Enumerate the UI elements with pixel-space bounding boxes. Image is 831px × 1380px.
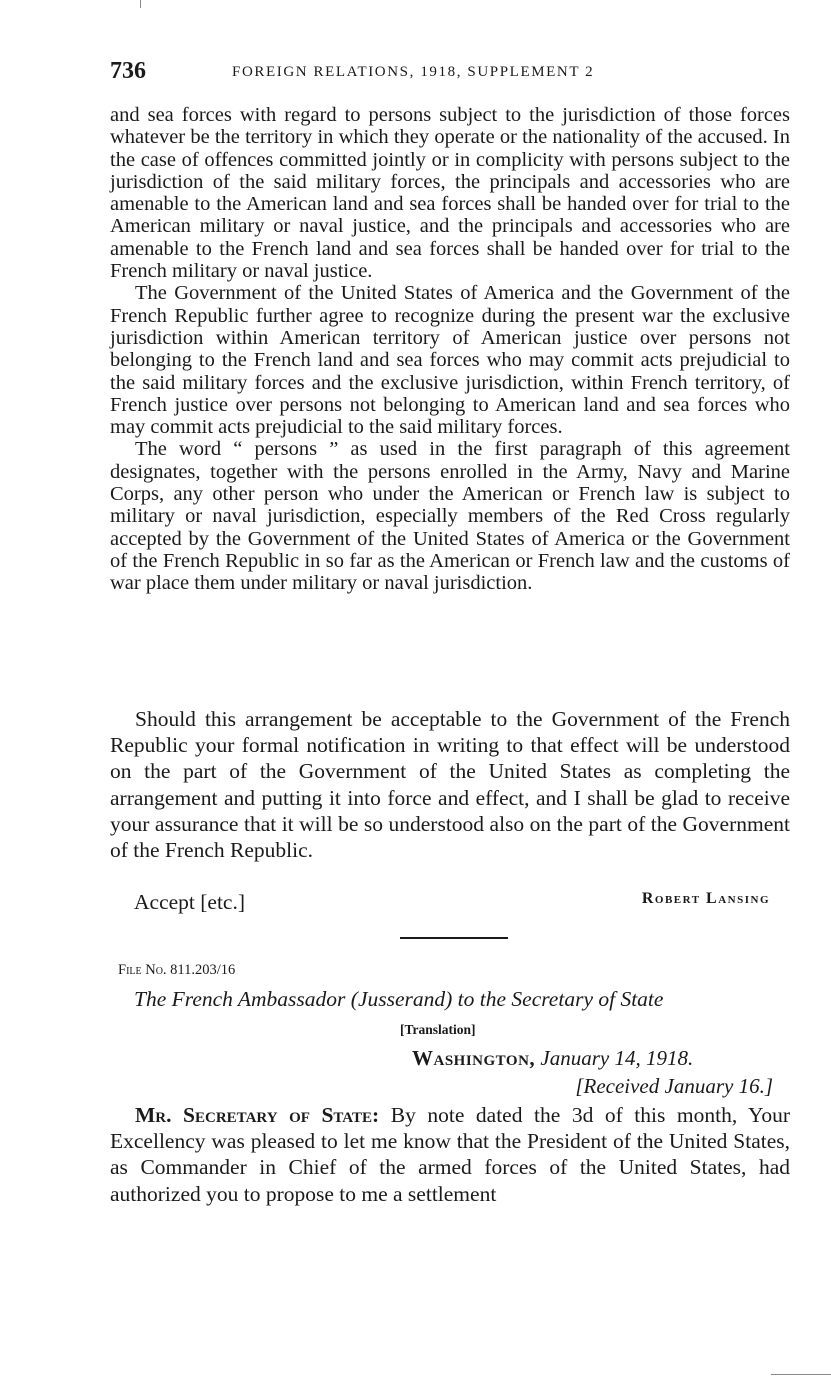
- paragraph-acceptance: Should this arrangement be acceptable to the Government of the French Republic your formal notification in writing to that effect will be understood on the part of the Government of the United States as completing the arrangement and putting it into force and effect, and I shall be glad to receive your assurance that it will be so understood also on the part of the Government of the French Republic.: [110, 707, 790, 863]
- opening-text: By note dated the 3d of this month, Your Excellency was pleased to let me know that the President of the United States, as Commander in Chief of the armed forces of the United States, had authorized you to propose to me a settlement: [110, 1103, 791, 1206]
- paragraph-opening: [110, 1102, 790, 1207]
- closing-formula: Accept [etc.]: [134, 890, 246, 914]
- section-divider: [400, 937, 508, 939]
- body-text-large: [110, 706, 790, 863]
- scan-edge-line: [771, 1374, 831, 1375]
- dateline-date: January 14, 1918.: [540, 1046, 694, 1070]
- letter-opening: [110, 1102, 790, 1207]
- body-text-small: [110, 104, 790, 595]
- dateline: [412, 1046, 693, 1071]
- dateline-place: Washington,: [412, 1046, 536, 1070]
- received-date: [Received January 16.]: [575, 1074, 773, 1098]
- paragraph-persons-definition: The word “ persons ” as used in the first paragraph of this agreement designates, together with the persons enrolled in the Army, Navy and Marine Corps, any other person who under the American or French law is subject to military or naval jurisdiction, especially members of the Red Cross regularly accepted by the Government of the United States of America or the Government of the French Republic in so far as the American or French law and the customs of war place them under military or naval jurisdiction.: [110, 438, 790, 595]
- file-number: File No. 811.203/16: [118, 962, 236, 978]
- paragraph-jurisdiction: The Government of the United States of America and the Government of the French Republic further agree to recognize during the present war the exclusive jurisdiction within American territory of American justice over persons not belonging to the French land and sea forces who may commit acts prejudicial to the said military forces and the exclusive jurisdiction, within French territory, of French justice over persons not belonging to American land and sea forces who may commit acts prejudicial to the said military forces.: [110, 282, 790, 439]
- page-number: 736: [110, 58, 146, 84]
- signature: Robert Lansing: [641, 890, 770, 907]
- scan-edge-mark: [140, 0, 141, 8]
- document-title: The French Ambassador (Jusserand) to the Secretary of State: [134, 987, 664, 1011]
- running-head: FOREIGN RELATIONS, 1918, SUPPLEMENT 2: [232, 64, 595, 80]
- page-header: [110, 58, 790, 88]
- translation-note: [Translation]: [400, 1022, 476, 1037]
- salutation: Mr. Secretary of State:: [135, 1103, 380, 1127]
- paragraph-continued: and sea forces with regard to persons subject to the jurisdiction of those forces whatever be the territory in which they operate or the nationality of the accused. In the case of offences committed jointly or in complicity with persons subject to the jurisdiction of the said military forces, the principals and accessories who are amenable to the American land and sea forces shall be handed over for trial to the American military or naval justice, and the principals and accessories who are amenable to the French land and sea forces shall be handed over for trial to the French military or naval justice.: [110, 104, 790, 283]
